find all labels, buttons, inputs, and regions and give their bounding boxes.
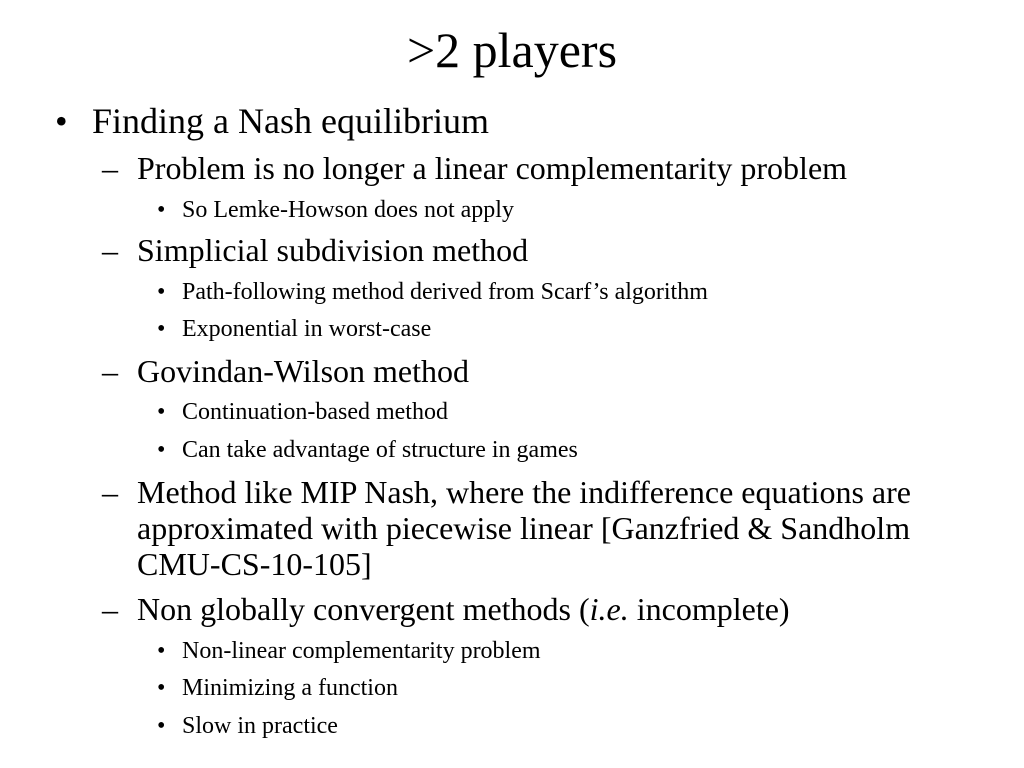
bullet-marker: •	[157, 638, 166, 664]
dash-marker: –	[102, 232, 118, 268]
list-item	[157, 278, 708, 306]
item-text: Slow in practice	[182, 713, 338, 739]
item-text: Simplicial subdivision method	[137, 232, 529, 268]
dash-marker: –	[102, 591, 118, 627]
list-item	[102, 474, 911, 582]
bullet-marker: •	[157, 197, 166, 223]
slide-title: >2 players	[406, 22, 618, 78]
item-text: Non globally convergent methods (	[137, 591, 590, 627]
bullet-marker: •	[157, 279, 166, 305]
item-text: Continuation-based method	[182, 399, 448, 425]
item-text-italic: i.e.	[589, 591, 629, 627]
list-item	[157, 637, 541, 665]
item-text-line: Method like MIP Nash, where the indifference equations are	[137, 474, 911, 510]
dash-marker: –	[102, 474, 118, 510]
list-item	[102, 232, 529, 268]
dash-marker: –	[102, 353, 118, 389]
item-text: Minimizing a function	[182, 675, 398, 701]
bullet-marker: •	[55, 101, 68, 141]
bullet-marker: •	[157, 675, 166, 701]
list-item	[102, 150, 848, 186]
bullet-marker: •	[157, 399, 166, 425]
list-item	[102, 353, 469, 389]
item-text: Govindan-Wilson method	[137, 353, 469, 389]
item-text: Problem is no longer a linear complementarity problem	[137, 150, 848, 186]
list-item	[157, 436, 578, 464]
bullet-marker: •	[157, 437, 166, 463]
item-text: Path-following method derived from Scarf’s algorithm	[182, 279, 708, 305]
list-item	[157, 712, 338, 740]
item-text: Non-linear complementarity problem	[182, 638, 541, 664]
list-item	[157, 196, 514, 224]
bullet-marker: •	[157, 713, 166, 739]
item-text: So Lemke-Howson does not apply	[182, 197, 514, 223]
bullet-marker: •	[157, 316, 166, 342]
item-text: Exponential in worst-case	[182, 316, 432, 342]
item-text: incomplete)	[628, 591, 790, 627]
item-text: Finding a Nash equilibrium	[92, 101, 489, 141]
item-text-line: CMU-CS-10-105]	[137, 546, 372, 582]
item-text-line: approximated with piecewise linear [Ganzfried & Sandholm	[137, 510, 911, 546]
item-text: Can take advantage of structure in games	[182, 437, 578, 463]
list-item	[157, 398, 448, 426]
dash-marker: –	[102, 150, 118, 186]
list-item	[157, 315, 432, 343]
list-item	[55, 101, 489, 141]
list-item	[157, 674, 398, 702]
list-item	[102, 591, 790, 627]
